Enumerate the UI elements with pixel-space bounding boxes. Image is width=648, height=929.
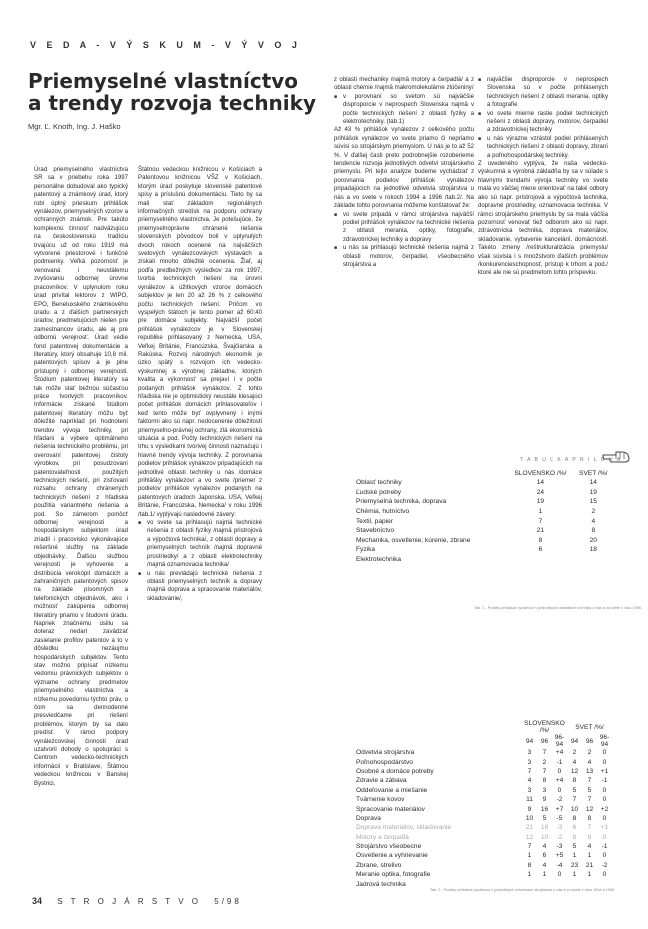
group-header: SLOVENSKO /%/ xyxy=(524,720,565,734)
cell-value: 0 xyxy=(557,871,562,879)
cell-value: -5 xyxy=(556,814,563,822)
cell-value: 8 xyxy=(572,814,577,822)
cell-value: 0 xyxy=(602,749,607,757)
bullet-list xyxy=(334,211,474,270)
cell-value: 10 xyxy=(540,833,549,841)
cell-value: 7 xyxy=(587,824,592,832)
row-label: Tvárnenie kovov xyxy=(356,796,405,804)
cell-value: 8 xyxy=(538,536,543,544)
title-line-1: Priemyselné vlastníctvo xyxy=(28,69,299,93)
cell-value: 21 xyxy=(525,824,534,832)
row-label: Oblasť techniky xyxy=(356,479,402,487)
cell-value: 7 xyxy=(572,796,577,804)
title-line-2: a trendy rozvoja techniky xyxy=(28,91,316,115)
cell-value: +4 xyxy=(555,749,564,757)
row-label: Zbrane, strelivo xyxy=(356,861,402,869)
cell-value: 1 xyxy=(527,871,532,879)
table-row xyxy=(356,823,612,832)
table-row xyxy=(356,555,612,565)
list-item: ■ u nás sa prihlasujú technické riešenia najmä z oblasti motorov, čerpadiel, všeobecného strojárstva a xyxy=(343,244,474,269)
table-row xyxy=(356,478,612,488)
cell-value: 14 xyxy=(589,479,597,487)
article-title xyxy=(28,70,318,114)
cell-value: -1 xyxy=(601,843,608,851)
cell-value: 2 xyxy=(587,749,592,757)
cell-value: 9 xyxy=(542,796,547,804)
cell-value: 1 xyxy=(572,871,577,879)
row-label: Doprava xyxy=(356,814,381,822)
cell-value xyxy=(506,555,574,565)
row-label: Oddeľovanie a miešanie xyxy=(356,786,428,794)
paragraph: Štátnou vedeckou knižnicou v Košiciach a Patentovou knižnicou VŠZ v Košiciach, ktorým úrad poskytuje slovenské patentové spisy a príslušnú dokumentáciu. Tieto by sa mali stať základom regionálnych informačných stredísk na podporu ochrany priemyselného vlastníctva. Je potešujúce, že priemyselnoprávne chránené riešenia slovenských pôvodcov boli v uplynulých dvoch rokoch ocenené na najväčších svetových vynálezcovských výstavách a získali mnoho dôležité ocenenia. Žiaľ, aj podľa predbežných výsledkov za rok 1997, tvorba technických riešení na úrovni vynálezov a úžitkových vzorov domácich subjektov je len 20 až 26 % z celkového počtu technických riešení. Pričom vo vyspelých štátoch je tento pomer až 60:40 pre domáce subjekty. Najväčší počet prihlášok vynálezcov je v Slovenskej republike prihlasovaný z Nemecka, USA, Veľkej Británie, Francúzska, Švajčiarska a Rakúska. Rozvoj národných ekonomík je úzko spätý s rozvojom ich vedecko-výskumnej a výrobnej základne, ktorých kvalita a výkonnosť sa prejaví i v počte podaných prihlášok vynálezov. Z tohto hľadiska nie je optimistický neustále klesajúci počet prihlášok domácich prihlasovateľov i keď tento môže byť ovplyvnený i inými faktormi ako sú napr. nedocenenie dôležitosti priemyselno-právnej ochrany, zlá ekonomická situácia a pod. Počty technických riešení na trhu s výsledkami tvorivej činnosti naznačujú i hlavné trendy vývoja techniky. Z porovnania podielov prihlášok vynálezov pripadajúcich na jednotlivé oblasti techniky u nás /domáce prihlášky vynálezov/ a vo svete /priemer z podielov prihlášok vynálezov podaných na patentových úradoch Japonska, USA, Veľkej Británie, Francúzska, Nemecka/ v roku 1996 /tab.1/ vyplývajú nasledovné závery: xyxy=(138,166,262,518)
cell-value: 0 xyxy=(602,852,607,860)
cell-value: 2 xyxy=(542,758,547,766)
table-row xyxy=(356,488,612,498)
row-label: Poľnohospodárstvo xyxy=(356,758,413,766)
cell-value: -1 xyxy=(556,758,563,766)
row-label: Osobné a domáce potreby xyxy=(356,767,434,775)
cell-value: 4 xyxy=(572,758,577,766)
table-row xyxy=(356,861,612,870)
row-label: Jadrová technika xyxy=(356,880,406,888)
list-item: ■ u nás výrazne vzrástol podiel prihlásených technických riešení z oblasti dopravy, zbraní a poľnohospodárskej techniky. xyxy=(487,135,608,160)
cell-value: 21 xyxy=(536,527,545,535)
cell-value: 4 xyxy=(587,843,592,851)
cell-value: 8 xyxy=(542,777,547,785)
cell-value: 5 xyxy=(572,786,577,794)
row-label: Textil, papier xyxy=(356,517,394,525)
list-item: ■ najväčšie disproporcie v neprospech Slovenska sú v počte prihlásených technických riešení z oblasti merania, optiky a fotografie xyxy=(487,76,608,110)
cell-value: 7 xyxy=(527,843,532,851)
cell-value: 4 xyxy=(587,758,592,766)
cell-value: 4 xyxy=(591,517,596,525)
table-row xyxy=(356,851,612,860)
cell-value: 0 xyxy=(602,814,607,822)
cell-value: -3 xyxy=(556,843,563,851)
table-row xyxy=(356,870,612,879)
row-label: Doprava materiálov, skladovanie xyxy=(356,824,452,832)
cell-value: -1 xyxy=(601,777,608,785)
cell-value: 20 xyxy=(589,536,597,544)
cell-value: 8 xyxy=(572,833,577,841)
cell-value: +7 xyxy=(555,805,564,813)
cell-value: 0 xyxy=(602,796,607,804)
cell-value: 13 xyxy=(585,767,594,775)
cell-value: 15 xyxy=(589,498,597,506)
sub-header: 96-94 xyxy=(599,734,610,748)
cell-value: -4 xyxy=(556,861,563,869)
row-label: Stavebníctvo xyxy=(356,527,395,535)
table-row xyxy=(356,804,612,813)
list-item: ■ v porovnaní so svetom sú najväčšie disproporcie v neprospech Slovenska najmä v počte technických riešení z oblasti fyziky a elektrotechniky. (tab.1) xyxy=(343,93,474,127)
table-row xyxy=(356,757,612,766)
cell-value: 8 xyxy=(527,861,532,869)
cell-value: -2 xyxy=(601,861,608,869)
list-item: ■ vo svete pripadá v rámci strojárstva najväčší podiel prihlášok vynálezov na technické riešenia z oblasti merania, optiky, fotografie, zdravotníckej techniky a dopravy xyxy=(343,211,474,245)
cell-value: 6 xyxy=(542,852,547,860)
cell-value: 0 xyxy=(602,871,607,879)
row-label: Zdravie a zábava xyxy=(356,777,407,785)
table-row xyxy=(356,795,612,804)
table-row xyxy=(356,526,612,536)
cell-value: 0 xyxy=(602,758,607,766)
group-header: SVET /%/ xyxy=(575,723,604,731)
cell-value: 1 xyxy=(572,852,577,860)
table-row xyxy=(356,545,612,555)
journal-name: S T R O J Á R S T V O xyxy=(57,897,202,906)
cell-value: 19 xyxy=(536,498,545,506)
list-item: ■ vo svete sa prihlasujú najmä technické riešenia z oblasti fyziky /najmä pristrojová a výpočtová technika/, z oblasti dopravy a priemyselných techník /najmä dopravné prostriedky/ a z oblasti elektrotechniky /najmä oznamovacia technika/ xyxy=(147,519,262,569)
table-row xyxy=(356,536,612,546)
cell-value: 8 xyxy=(591,527,596,535)
bullet-list xyxy=(334,93,474,127)
cell-value: 18 xyxy=(589,546,597,554)
table-row xyxy=(356,497,612,507)
sub-header: 96 xyxy=(540,737,549,745)
table-row xyxy=(356,748,612,757)
col-header: SVET /%/ xyxy=(579,469,608,477)
page-footer xyxy=(32,896,242,906)
cell-value: 8 xyxy=(587,833,592,841)
paragraph: Až 43 % prihlášok vynálezov z celkového počtu prihlášok vynálezov vo svete priamo či nepriamo súvisí so strojárskym priemyslom. U nás je to až 52 %. V ďalšej časti preto podrobnejšie rozoberieme tendencie rozvoja jednotlivých odvetví strojárskeho priemyslu. Pri tejto analýze budeme vychádzať z porovnania podielov prihlášok vynálezov pripadajúcich na jednotlivé odvetvia strojárstva u nás a vo svete v rokoch 1994 a 1996 /tab.2/. Na základe tohto porovnania môžeme konštatovať že: xyxy=(334,126,474,210)
cell-value: 7 xyxy=(538,517,543,525)
list-item: ■ vo svete mierne rastie podiel technických riešení z oblasti dopravy, motorov, čerpadiel a zdravotníckej techniky xyxy=(487,110,608,135)
cell-value: 7 xyxy=(587,777,592,785)
sub-header: 94 xyxy=(570,737,579,745)
list-item: ■ u nás prevládajú technické riešenia z oblasti priemyselných techník a dopravy /najmä doprava a spracovanie materiálov, skladovanie/, xyxy=(147,570,262,604)
cell-value: 5 xyxy=(542,814,547,822)
row-label: Ľudské potreby xyxy=(356,488,402,496)
table-row xyxy=(356,507,612,517)
cell-value: 11 xyxy=(526,796,533,804)
column-2 xyxy=(138,166,262,603)
cell-value: 9 xyxy=(527,805,532,813)
table-row xyxy=(356,842,612,851)
cell-value: 23 xyxy=(570,861,579,869)
cell-value: 12 xyxy=(585,805,594,813)
page-number: 34 xyxy=(32,896,43,906)
cell-value: 7 xyxy=(542,767,547,775)
cell-value: 1 xyxy=(542,871,547,879)
issue-number: 5/98 xyxy=(214,897,242,906)
table-row xyxy=(356,516,612,526)
row-label: Priemyselná technika, doprava xyxy=(356,498,447,506)
cell-value: 1 xyxy=(587,852,592,860)
table-row xyxy=(356,833,612,842)
cell-value: +5 xyxy=(555,852,564,860)
bullet-list xyxy=(138,519,262,603)
row-label: Strojárstvo všeobecne xyxy=(356,843,422,851)
section-header: V E D A - V Ý S K U M - V Ý V O J xyxy=(30,40,301,50)
row-label: Elektrotechnika xyxy=(356,556,402,564)
table-1 xyxy=(356,468,612,564)
table-2-caption: Tab. 2 - Podiely prihlášok vynálezov v jednotlivých odvetviach strojárstva u nás a vo svete v roku 1994 a 1996 xyxy=(430,888,615,892)
column-4 xyxy=(478,76,608,278)
cell-value: 3 xyxy=(542,786,547,794)
cell-value: 6 xyxy=(572,824,577,832)
cell-value: 18 xyxy=(540,824,549,832)
cell-value: 2 xyxy=(591,508,596,516)
cell-value: 1 xyxy=(527,852,532,860)
cell-value: 12 xyxy=(525,833,534,841)
cell-value xyxy=(575,555,612,565)
table-row xyxy=(356,786,612,795)
table-2 xyxy=(356,720,612,889)
cell-value: +1 xyxy=(600,767,609,775)
cell-value: 14 xyxy=(536,479,545,487)
cell-value: -2 xyxy=(556,796,563,804)
cell-value: 7 xyxy=(527,767,532,775)
table-marker: T A B U Ľ K A P R I L O H A xyxy=(520,457,622,463)
cell-value: 3 xyxy=(527,749,532,757)
cell-value: +2 xyxy=(600,805,609,813)
sub-header: 96 xyxy=(585,737,594,745)
table-row xyxy=(356,767,612,776)
cell-value: 2 xyxy=(572,749,577,757)
cell-value: 10 xyxy=(570,805,579,813)
cell-value: 10 xyxy=(525,814,534,822)
cell-value: +1 xyxy=(600,824,609,832)
table-row xyxy=(356,776,612,785)
paragraph: Z uvedeného vyplýva, že naša vedecko-výskumná a výrobná základňa by sa v súlade s hlavnými trendami vývoja techniky vo svete mala vo väčšej miere orientovať na také odbory ako sú napr. prístrojová a výpočtová technika, dopravné prostriedky, oznamovacia technika. V rámci strojárskeho priemyslu by sa mala väčšia pozornosť venovať tiež odborom ako sú napr. zdravotnícka technika, doprava materiálov, skladovanie, vybavenie kancelárií, domácností. Takéto zmeny /reštrukturalizácia priemyslu/ však súvisia i s množstvom ďalších problémov /konkurencieschopnosť, prístup k trhom a pod./ ktoré ale nie sú predmetom tohto príspevku. xyxy=(478,160,608,277)
cell-value: 4 xyxy=(542,843,547,851)
row-label: Motory a čerpadlá xyxy=(356,833,409,841)
cell-value: 4 xyxy=(527,777,532,785)
paragraph: Úrad priemyselného vlastníctva SR sa v priebehu roka 1997 personálne dobudoval ako typický patentový a známkový úrad, ktorý robí úplný prieskum prihlášok vynálezov, priemyselných vzorov a ochranných známok. Pre takúto komplexnú činnosť nadväzujúcu na československú tradíciu trvajúcu už od roku 1919 má vytvorené priestorové i funkčné podmienky. Veľká pozornosť je venovaná i neustálemu zvyšovaniu odbornej úrovne pracovníkov. V uplynulom roku úrad privítal lektorov z WIPO, EPO, Beneluxského známkového úradu a z ďalších partnerských úradov, predmetujúcich nielen pre zamestnancov úradu, ale aj pre odbornú verejnosť. Úrad vedie fond patentovej dokumentácie a literatúry, ktorý obsahuje 10,8 mil. patentových spisov a je plne prístupný i odbornej verejnosti. Štúdium patentovej literatúry sa tak môže stať bežnou súčasťou práce tvorivých pracovníkov. Informácie získané štúdiom patentovej literatúry môžu byť dôležité napríklad pri hodnotení trendov vývoja techniky, pri hľadaní a výbere optimálneho riešenia technického problému, pri overovaní patentovej čistoty výrobkov, pri posudzovaní patentovateľnosti použitých technických riešení, pri zisťovaní rozsahu ochrany chránených technických riešení z hľadiska použitia variantného riešenia a pod. So zámerom pomôcť odbornej verejnosti a hospodárskym subjektom úrad zriadil i pracovisko vykonávajúce rešeršné služby na základe objednávky. Ďalšou službou verejnosti je vyhovenie a distribúcia verokópií domácich a zahraničných patentových spisov na základe písomných a telefonických objednávok, ako i možnosť zakúpenia odbornej literatúry priamo v študovni úradu. Napriek značnému úsiliu sa doteraz nedarí zavádzať zasielanie profilov patentov a to v dôsledku nezáujmu hospodárskych subjektov. Tento stav možno pripísať nízkemu vedomiu právnických subjektov o význame ochrany predmetov priemyselného vlastníctva a nízkemu povedomiu týchto práv, o čom sa dennodenne presviedčame pri riešení problémov, ktorým by sa dalo predísť. V rámci podpory vynálezcovskej činnosti úrad uzatvoril dohody o spolupráci s Centrom vedecko-technických informácií v Bratislave, Štátnou vedeckou knižnicou v Banskej Bystrici, xyxy=(34,166,128,787)
cell-value: 24 xyxy=(536,488,545,496)
cell-value: 3 xyxy=(527,786,532,794)
cell-value: 0 xyxy=(602,786,607,794)
cell-value: 19 xyxy=(589,488,597,496)
column-1 xyxy=(34,166,128,788)
cell-value: 6 xyxy=(538,546,543,554)
cell-value: 16 xyxy=(540,805,549,813)
bullet-list xyxy=(478,76,608,160)
row-label: Osvetlenie a vyhrievanie xyxy=(356,852,428,860)
row-label: Meranie optika, fotografie xyxy=(356,871,431,879)
cell-value: 1 xyxy=(538,508,543,516)
row-label: Chémia, hutníctvo xyxy=(356,508,410,516)
cell-value: 5 xyxy=(587,786,592,794)
sub-header: 94 xyxy=(525,737,534,745)
col-header: SLOVENSKO /%/ xyxy=(514,469,567,477)
cell-value: 0 xyxy=(602,833,607,841)
cell-value: 4 xyxy=(542,861,547,869)
cell-value: 12 xyxy=(570,767,579,775)
cell-value: -3 xyxy=(556,824,563,832)
cell-value: 7 xyxy=(542,749,547,757)
cell-value: +4 xyxy=(555,777,564,785)
cell-value: 7 xyxy=(587,796,592,804)
cell-value: 3 xyxy=(527,758,532,766)
table-row xyxy=(356,814,612,823)
column-3 xyxy=(334,76,474,269)
pointing-hand-icon xyxy=(602,450,630,464)
row-label: Spracovanie materiálov xyxy=(356,805,425,813)
cell-value: 21 xyxy=(585,861,594,869)
cell-value: 5 xyxy=(572,843,577,851)
cell-value: -2 xyxy=(556,833,563,841)
authors: Mgr. Ľ. Knoth, Ing. J. Haško xyxy=(28,122,121,131)
table-1-caption: Tab. 1 - Podiely prihlášok vynálezov v jednotlivých oblastiach techniky u nás a vo svete v roku 1996 xyxy=(474,606,641,610)
cell-value: 0 xyxy=(557,786,562,794)
cell-value: 8 xyxy=(572,777,577,785)
cell-value: 8 xyxy=(587,814,592,822)
cell-value: 0 xyxy=(557,767,562,775)
row-label: Odvetvia strojárstva xyxy=(356,749,415,757)
cell-value: 1 xyxy=(587,871,592,879)
sub-header: 96-94 xyxy=(554,734,565,748)
paragraph: z oblasti mechaniky /najmä motory a čerpadlá/ a z oblasti chémie /najmä makromolekulárne zlúčeniny/ xyxy=(334,76,474,92)
row-label: Mechanika, osvetlenie, kúrenie, zbrane xyxy=(356,536,471,544)
row-label: Fyzika xyxy=(356,546,376,554)
